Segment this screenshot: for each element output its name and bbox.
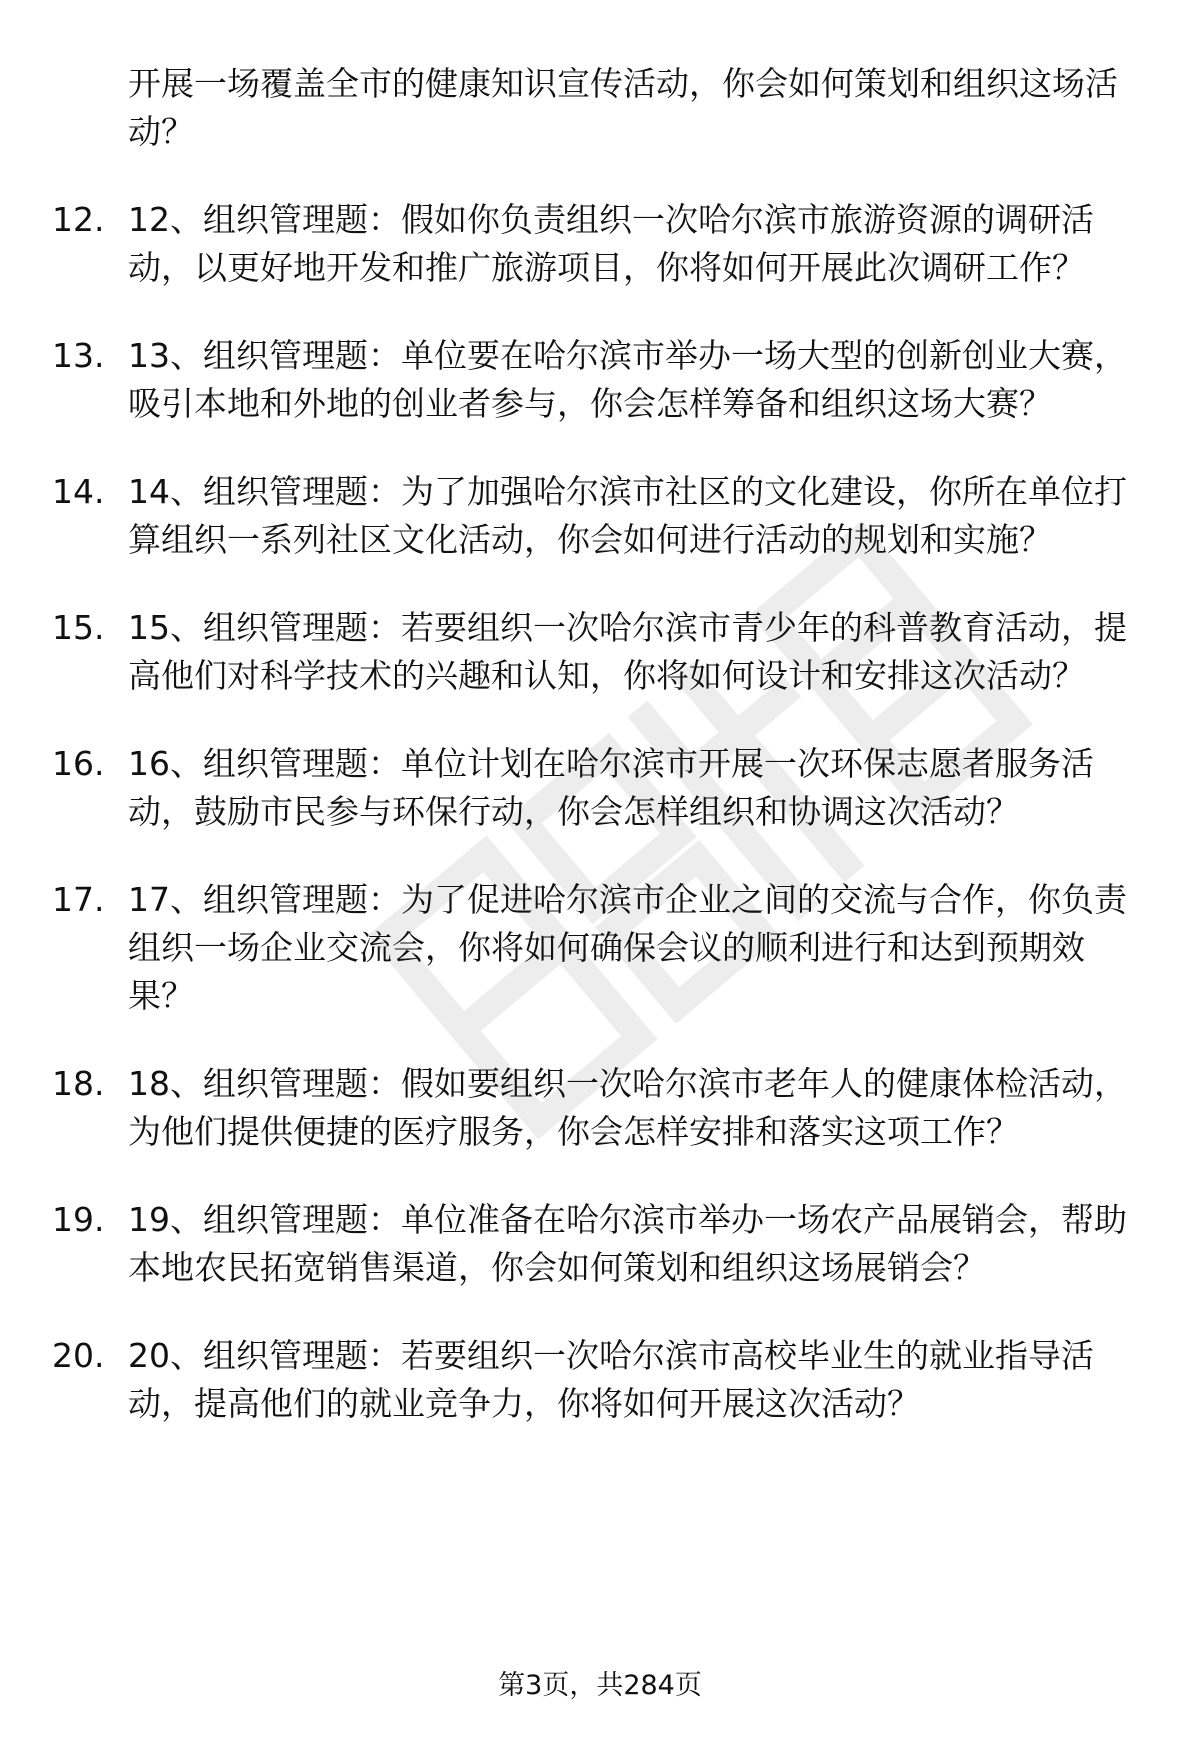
list-item-number: 12.: [52, 200, 105, 239]
list-item-text: 12、组织管理题：假如你负责组织一次哈尔滨市旅游资源的调研活动，以更好地开发和推广旅游项目，你将如何开展此次调研工作？: [128, 200, 1094, 287]
list-item-text: 15、组织管理题：若要组织一次哈尔滨市青少年的科普教育活动，提高他们对科学技术的兴趣和认知，你将如何设计和安排这次活动？: [128, 608, 1127, 695]
list-item: [52, 1332, 1148, 1428]
list-item-number: 19.: [52, 1200, 105, 1239]
list-item: [52, 876, 1148, 1020]
list-item-number: 15.: [52, 608, 105, 647]
list-item: [52, 740, 1148, 836]
list-item-number: 18.: [52, 1064, 105, 1103]
list-item-text: 19、组织管理题：单位准备在哈尔滨市举办一场农产品展销会，帮助本地农民拓宽销售渠道，你会如何策划和组织这场展销会？: [128, 1200, 1127, 1287]
page-footer: 第3页，共284页: [498, 1670, 702, 1701]
list-item-number: 20.: [52, 1336, 105, 1375]
list-item-text: 14、组织管理题：为了加强哈尔滨市社区的文化建设，你所在单位打算组织一系列社区文化活动，你会如何进行活动的规划和实施？: [128, 472, 1127, 559]
list-item: [52, 1060, 1148, 1156]
list-item-text: 17、组织管理题：为了促进哈尔滨市企业之间的交流与合作，你负责组织一场企业交流会，你将如何确保会议的顺利进行和达到预期效果？: [128, 880, 1127, 1015]
list-item: [52, 604, 1148, 700]
list-item-text: 13、组织管理题：单位要在哈尔滨市举办一场大型的创新创业大赛，吸引本地和外地的创业者参与，你会怎样筹备和组织这场大赛？: [128, 336, 1127, 423]
list-item: [52, 468, 1148, 564]
continued-question-text: 开展一场覆盖全市的健康知识宣传活动，你会如何策划和组织这场活动？: [128, 64, 1118, 151]
list-item: [52, 332, 1148, 428]
list-item-text: 20、组织管理题：若要组织一次哈尔滨市高校毕业生的就业指导活动，提高他们的就业竞争力，你将如何开展这次活动？: [128, 1336, 1094, 1423]
list-item: [52, 196, 1148, 292]
list-item-number: 14.: [52, 472, 105, 511]
list-item-text: 16、组织管理题：单位计划在哈尔滨市开展一次环保志愿者服务活动，鼓励市民参与环保行动，你会怎样组织和协调这次活动？: [128, 744, 1094, 831]
question-content: [52, 60, 1148, 1468]
list-item-number: 16.: [52, 744, 105, 783]
list-item-number: 13.: [52, 336, 105, 375]
list-item: [52, 1196, 1148, 1292]
question-list: [52, 196, 1148, 1428]
list-item-text: 18、组织管理题：假如要组织一次哈尔滨市老年人的健康体检活动，为他们提供便捷的医疗服务，你会怎样安排和落实这项工作？: [128, 1064, 1127, 1151]
list-item-number: 17.: [52, 880, 105, 919]
